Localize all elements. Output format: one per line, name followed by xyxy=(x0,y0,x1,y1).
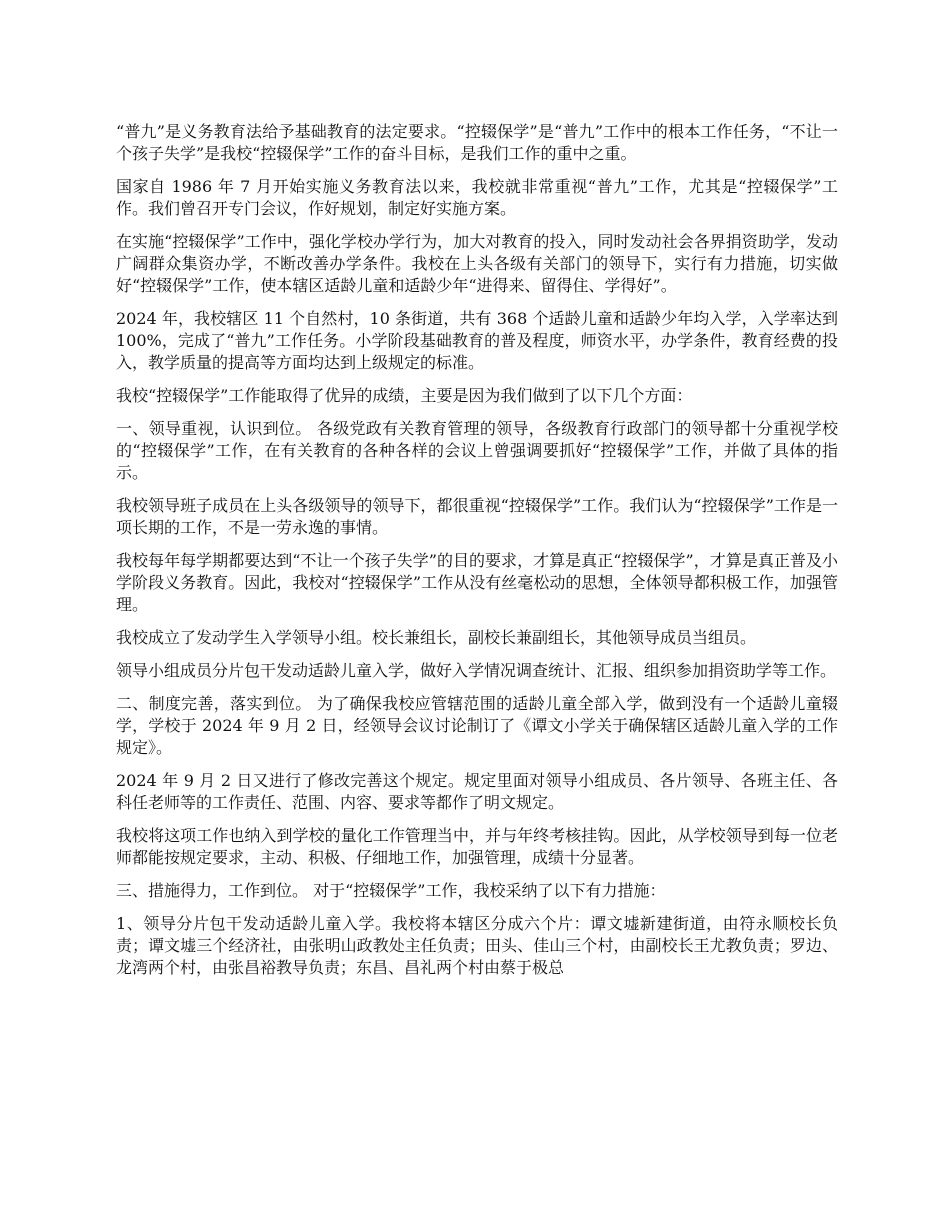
paragraph-9: 我校成立了发动学生入学领导小组。校长兼组长，副校长兼副组长，其他领导成员当组员。 xyxy=(116,628,757,647)
paragraph-11: 二、制度完善，落实到位。 为了确保我校应管辖范围的适龄儿童全部入学，做到没有一个适龄儿童辍学，学校于 2024 年 9 月 2 日，经领导会议讨论制订了《谭文小学关于确保辖区适龄儿童入学的工作规定》。 xyxy=(116,694,838,757)
paragraph-6: 一、领导重视，认识到位。 各级党政有关教育管理的领导，各级教育行政部门的领导都十分重视学校的“控辍保学”工作，在有关教育的各种各样的会议上曾强调要抓好“控辍保学”工作，并做了具体的指示。 xyxy=(116,419,838,482)
paragraph-4: 2024 年，我校辖区 11 个自然村，10 条街道，共有 368 个适龄儿童和适龄少年均入学，入学率达到 100%，完成了“普九”工作任务。小学阶段基础教育的普及程度，师资水平，办学条件，教育经费的投入，教学质量的提高等方面均达到上级规定的标准。 xyxy=(116,309,838,372)
paragraph-8: 我校每年每学期都要达到“不让一个孩子失学”的目的要求，才算是真正“控辍保学”，才算是真正普及小学阶段义务教育。因此，我校对“控辍保学”工作从没有丝毫松动的思想，全体领导都积极工作，加强管理。 xyxy=(116,551,838,614)
paragraph-3: 在实施“控辍保学”工作中，强化学校办学行为，加大对教育的投入，同时发动社会各界捐资助学，发动广阔群众集资办学，不断改善办学条件。我校在上头各级有关部门的领导下，实行有力措施，切实做好“控辍保学”工作，使本辖区适龄儿童和适龄少年“进得来、留得住、学得好”。 xyxy=(116,232,838,295)
paragraph-12: 2024 年 9 月 2 日又进行了修改完善这个规定。规定里面对领导小组成员、各片领导、各班主任、各科任老师等的工作责任、范围、内容、要求等都作了明文规定。 xyxy=(116,771,838,812)
paragraph-1: “普九”是义务教育法给予基础教育的法定要求。“控辍保学”是“普九”工作中的根本工作任务，“不让一个孩子失学”是我校“控辍保学”工作的奋斗目标，是我们工作的重中之重。 xyxy=(116,122,838,163)
paragraph-14: 三、措施得力，工作到位。 对于“控辍保学”工作，我校采纳了以下有力措施： xyxy=(116,881,666,900)
paragraph-15: 1、领导分片包干发动适龄儿童入学。我校将本辖区分成六个片：谭文墟新建街道，由符永顺校长负责；谭文墟三个经济社，由张明山政教处主任负责；田头、佳山三个村，由副校长王尤教负责；罗边、龙湾两个村，由张昌裕教导负责；东昌、昌礼两个村由蔡于极总 xyxy=(116,914,838,977)
paragraph-10: 领导小组成员分片包干发动适龄儿童入学，做好入学情况调查统计、汇报、组织参加捐资助学等工作。 xyxy=(116,661,837,680)
paragraph-2: 国家自 1986 年 7 月开始实施义务教育法以来，我校就非常重视“普九”工作，尤其是“控辍保学”工作。我们曾召开专门会议，作好规划，制定好实施方案。 xyxy=(116,177,838,218)
document-page xyxy=(116,121,838,990)
paragraph-5: 我校“控辍保学”工作能取得了优异的成绩，主要是因为我们做到了以下几个方面： xyxy=(116,386,693,405)
paragraph-13: 我校将这项工作也纳入到学校的量化工作管理当中，并与年终考核挂钩。因此，从学校领导到每一位老师都能按规定要求，主动、积极、仔细地工作，加强管理，成绩十分显著。 xyxy=(116,826,838,867)
paragraph-7: 我校领导班子成员在上头各级领导的领导下，都很重视“控辍保学”工作。我们认为“控辍保学”工作是一项长期的工作，不是一劳永逸的事情。 xyxy=(116,496,838,537)
